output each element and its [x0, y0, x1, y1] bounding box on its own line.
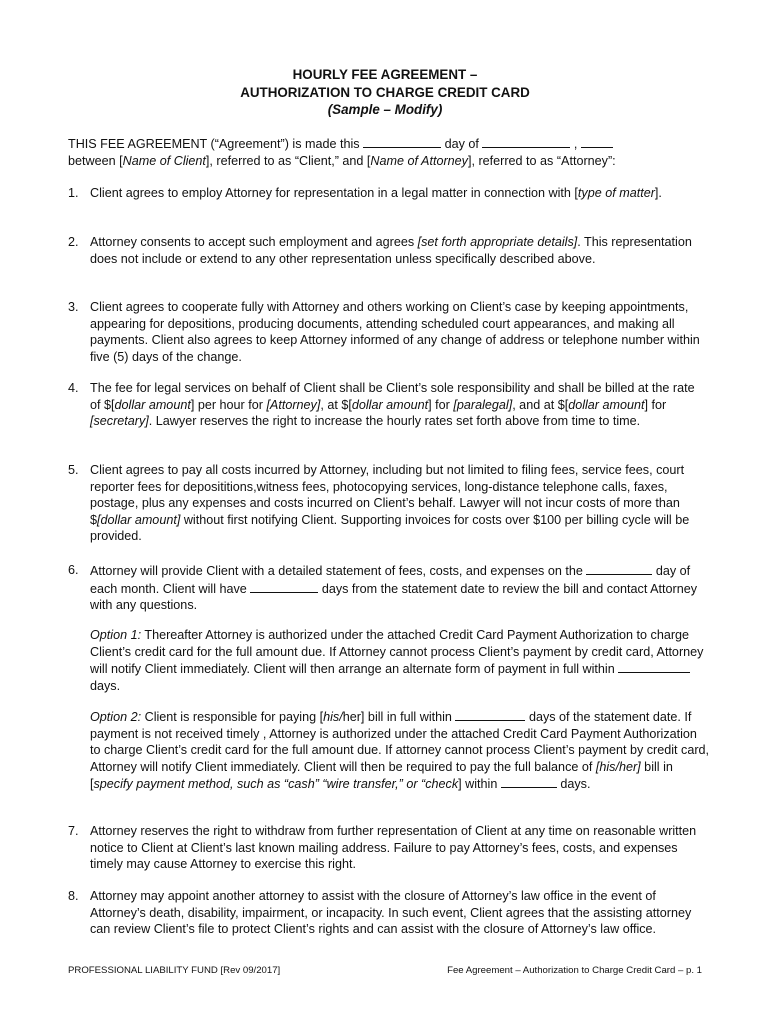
item-number: 6.	[68, 563, 79, 577]
item-number: 3.	[68, 300, 79, 314]
list-item	[68, 823, 708, 873]
item-text: Attorney reserves the right to withdraw from further representation of Client at any time on reasonable written notice to Client at Client’s last known mailing address. Failure to pay Attorney’s fees, costs, and expenses timely may cause Attorney to exercise this right.	[90, 824, 697, 872]
item-text: Attorney will provide Client with a detailed statement of fees, costs, and expenses on the day of each month. Client will have days from the statement date to review the bill and contact Attorney with any questions.	[90, 564, 698, 613]
blank-review-days[interactable]	[250, 580, 318, 593]
footer-right: Fee Agreement – Authorization to Charge Credit Card – p. 1	[447, 965, 702, 976]
list-item	[68, 562, 708, 614]
intro-text: THIS FEE AGREEMENT (“Agreement”) is made this	[68, 137, 360, 151]
item-number: 2.	[68, 235, 79, 249]
item-number: 4.	[68, 381, 79, 395]
blank-month-field[interactable]	[482, 135, 570, 148]
intro-text: ], referred to as “Attorney”:	[467, 153, 616, 168]
option-2-paragraph: Option 2: Client is responsible for paying [his/her] bill in full within days of the statement date. If payment is not received timely , Attorney is authorized under the attached Credit Card Payment Authorization to charge Client’s credit card for the full amount due. If attorney cannot process Client’s payment by credit card, Attorney will notify Client immediately. Client will then be required to pay the full balance of [his/her] bill in [specify payment method, such as “cash” “wire transfer,” or “check] within days.	[90, 710, 710, 792]
item-text: Client agrees to employ Attorney for representation in a legal matter in connection with [type of matter].	[90, 186, 662, 200]
blank-payment-days[interactable]	[618, 660, 690, 673]
title-subtitle: (Sample – Modify)	[327, 102, 443, 117]
item-number: 5.	[68, 463, 79, 477]
intro-text: between [	[68, 153, 123, 168]
item-number: 1.	[68, 186, 79, 200]
footer-left: PROFESSIONAL LIABILITY FUND [Rev 09/2017]	[68, 965, 281, 976]
list-item	[68, 888, 708, 938]
attorney-placeholder: Name of Attorney	[370, 153, 468, 168]
list-item	[68, 380, 708, 430]
blank-billing-day[interactable]	[586, 562, 652, 575]
title-line-2: AUTHORIZATION TO CHARGE CREDIT CARD	[240, 84, 530, 100]
item-text: Attorney consents to accept such employment and agrees [set forth appropriate details]. This representation does not include or extend to any other representation unless specifically described above.	[90, 235, 692, 266]
item-text: The fee for legal services on behalf of Client shall be Client’s sole responsibility and shall be billed at the rate of $[dollar amount] per hour for [Attorney], at $[dollar amount] for [paralegal], and at $[dollar amount] for [secretary]. Lawyer reserves the right to increase the hourly rates set forth above from time to time.	[90, 381, 695, 429]
option-label: Option 2:	[90, 710, 142, 724]
option-1-paragraph: Option 1: Thereafter Attorney is authorized under the attached Credit Card Payment Authorization to charge Client’s credit card for the full amount due. If Attorney cannot process Client’s payment by credit card, Attorney will notify Client immediately. Client will then arrange an alternate form of payment in full within days.	[90, 628, 704, 693]
client-placeholder: Name of Client	[122, 153, 206, 168]
blank-day-field[interactable]	[363, 135, 441, 148]
list-item	[68, 462, 708, 545]
blank-payment-days[interactable]	[455, 708, 525, 721]
item-text: Attorney may appoint another attorney to assist with the closure of Attorney’s law office in the event of Attorney’s death, disability, impairment, or incapacity. In such event, Client agrees that the assisting attorney can review Client’s file to protect Client’s rights and can assist with the closure of Attorney’s law office.	[90, 889, 692, 937]
list-item	[68, 234, 708, 267]
title-line-1: HOURLY FEE AGREEMENT –	[292, 67, 478, 82]
option-label: Option 1:	[90, 628, 142, 642]
list-item	[68, 299, 708, 365]
intro-text: ,	[573, 137, 578, 151]
item-text: Client agrees to pay all costs incurred by Attorney, including but not limited to filing fees, service fees, court reporter fees for deposititions,witness fees, photocopying services, long-distance telephone calls, faxes, postage, plus any expenses and costs incurred on Client’s behalf. Lawyer will not incur costs of more than $[dollar amount] without first notifying Client. Supporting invoices for costs over $100 per billing cycle will be provided.	[90, 463, 690, 544]
intro-paragraph	[68, 135, 708, 169]
intro-text: ], referred to as “Client,” and [	[205, 153, 371, 168]
intro-text: day of	[444, 137, 479, 151]
document-title	[0, 66, 770, 119]
item-number: 8.	[68, 889, 79, 903]
list-item	[68, 185, 708, 202]
blank-year-field[interactable]	[581, 135, 613, 148]
item-number: 7.	[68, 824, 79, 838]
blank-final-days[interactable]	[501, 775, 557, 788]
item-text: Client agrees to cooperate fully with Attorney and others working on Client’s case by keeping appointments, appearing for depositions, producing documents, attending scheduled court appearances, and making all payments. Client also agrees to keep Attorney informed of any change of address or telephone number within five (5) days of the change.	[90, 300, 700, 364]
